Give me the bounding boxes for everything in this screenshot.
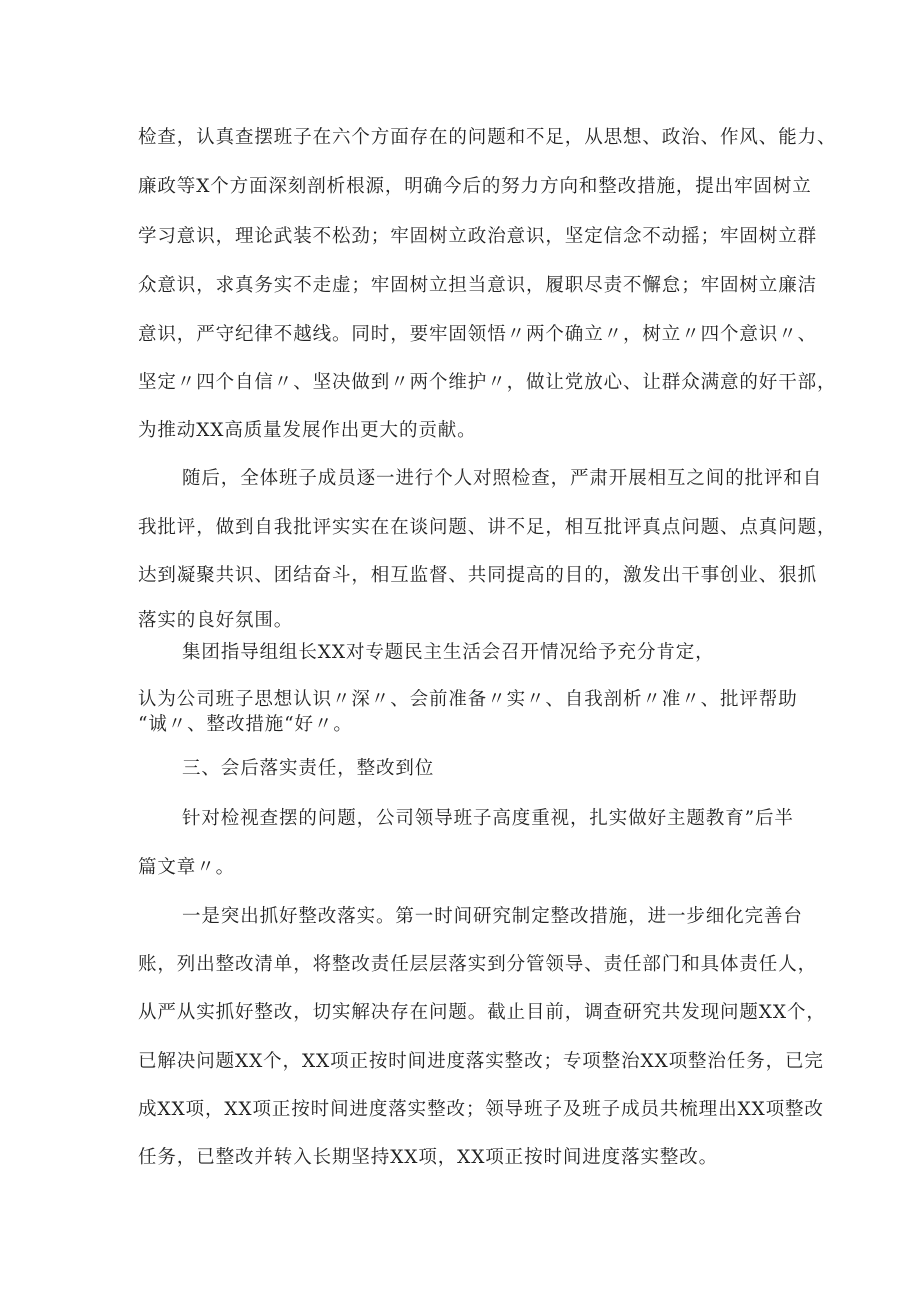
- text-line: 一是突出抓好整改落实。第一时间研究制定整改措施，进一步细化完善台: [182, 906, 803, 927]
- text-line: 意识，严守纪律不越线。同时，要牢固领悟〃两个确立〃，树立〃四个意识〃、: [138, 324, 818, 345]
- text-line: 我批评，做到自我批评实实在在谈问题、讲不足，相互批评真点问题、点真问题，: [138, 517, 837, 538]
- text-line: 任务，已整改并转入长期坚持XX项，XX项正按时间进度落实整改。: [138, 1147, 719, 1168]
- text-line: 认为公司班子思想认识〃深〃、会前准备〃实〃、自我剖析〃准〃、批评帮助: [138, 689, 798, 710]
- text-line: 落实的良好氛围。: [138, 610, 294, 631]
- text-line: “诚〃、整改措施“好〃。: [138, 714, 353, 735]
- text-line: 成XX项，XX项正按时间进度落实整改；领导班子及班子成员共梳理出XX项整改: [138, 1099, 824, 1120]
- text-line: 学习意识，理论武装不松劲；牢固树立政治意识，坚定信念不动摇；牢固树立群: [138, 226, 818, 247]
- text-line: 为推动XX高质量发展作出更大的贡献。: [138, 420, 477, 441]
- text-line: 篇文章〃。: [138, 857, 236, 878]
- section-heading: 三、会后落实责任，整改到位: [182, 758, 435, 779]
- text-line: 众意识，求真务实不走虚；牢固树立担当意识，履职尽责不懈怠；牢固树立廉洁: [138, 275, 818, 296]
- text-line: 检查，认真查摆班子在六个方面存在的问题和不足，从思想、政治、作风、能力、: [138, 127, 837, 148]
- text-line: 从严从实抓好整改，切实解决存在问题。截止目前，调查研究共发现问题XX个，: [138, 1002, 826, 1023]
- text-line: 集团指导组组长XX对专题民主生活会召开情况给予充分肯定，: [182, 642, 715, 663]
- text-line: 随后，全体班子成员逐一进行个人对照检查，严肃开展相互之间的批评和自: [182, 468, 823, 489]
- text-line: 廉政等X个方面深刻剖析根源，明确今后的努力方向和整改措施，提出牢固树立: [138, 176, 812, 197]
- text-line: 已解决问题XX个，XX项正按时间进度落实整改；专项整治XX项整治任务，已完: [138, 1051, 824, 1072]
- text-line: 账，列出整改清单，将整改责任层层落实到分管领导、责任部门和具体责任人，: [138, 954, 818, 975]
- text-line: 达到凝聚共识、团结奋斗，相互监督、共同提高的目的，激发出干事创业、狠抓: [138, 565, 818, 586]
- text-line: 坚定〃四个自信〃、坚决做到〃两个维护〃，做让党放心、让群众满意的好干部，: [138, 372, 837, 393]
- text-line: 针对检视查摆的问题，公司领导班子高度重视，扎实做好主题教育”后半: [182, 808, 794, 829]
